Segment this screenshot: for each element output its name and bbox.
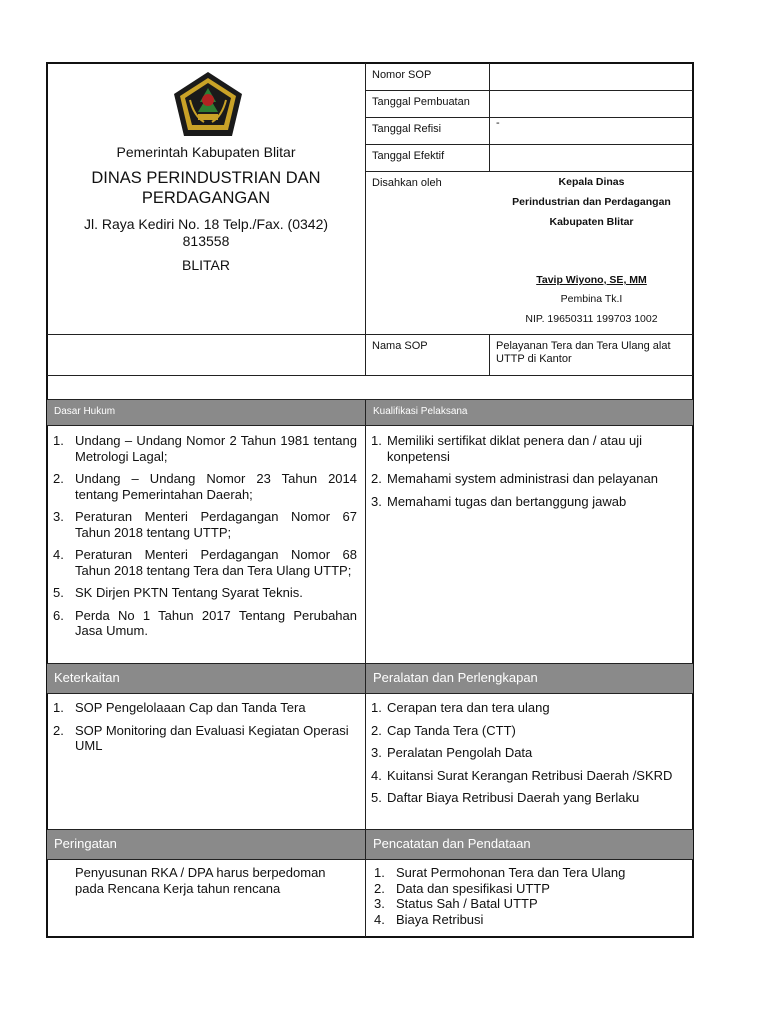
tanggal-efektif-label: Tanggal Efektif (372, 150, 445, 162)
department-title (48, 168, 364, 208)
list-item (53, 608, 357, 639)
list-text: Daftar Biaya Retribusi Daerah yang Berlaku (387, 790, 640, 805)
list-item (374, 896, 686, 912)
disahkan-oleh-label: Disahkan oleh (372, 177, 442, 189)
list-text: Status Sah / Batal UTTP (396, 896, 538, 911)
list-text: Peraturan Menteri Perdagangan Nomor 68 Tahun 2018 tentang Tera dan Tera Ulang UTTP; (75, 547, 357, 578)
list-number: 1. (371, 700, 382, 715)
divider (365, 144, 693, 145)
peralatan-header: Peralatan dan Perlengkapan (366, 664, 693, 693)
list-number: 4. (371, 767, 382, 783)
list-number: 1. (53, 700, 64, 715)
pencatatan-list (374, 865, 686, 927)
list-item (53, 585, 357, 601)
list-text: SOP Pengelolaaan Cap dan Tanda Tera (75, 700, 306, 715)
peralatan-list (371, 700, 687, 813)
org-name: Pemerintah Kabupaten Blitar (116, 144, 296, 160)
list-number: 2. (374, 880, 385, 896)
list-number: 2. (53, 722, 64, 738)
list-text: Perda No 1 Tahun 2017 Tentang Perubahan Jasa Umum. (75, 607, 357, 638)
list-item (371, 723, 687, 739)
divider (365, 117, 693, 118)
list-number: 2. (371, 471, 382, 486)
list-item (371, 768, 687, 784)
pencatatan-header: Pencatatan dan Pendataan (366, 830, 693, 859)
kualifikasi-header: Kualifikasi Pelaksana (366, 400, 693, 425)
list-number: 3. (374, 896, 385, 911)
peringatan-header: Peringatan (47, 830, 365, 859)
list-item (53, 547, 357, 578)
city: BLITAR (182, 257, 230, 273)
kualifikasi-list (371, 433, 687, 516)
list-text: Data dan spesifikasi UTTP (396, 880, 550, 896)
divider (47, 859, 693, 860)
divider (365, 63, 366, 375)
list-item (374, 912, 686, 928)
list-text: Memiliki sertifikat diklat penera dan / atau uji konpetensi (387, 433, 643, 464)
nomor-sop-label: Nomor SOP (372, 69, 432, 81)
divider (47, 425, 693, 426)
department-title-line2: PERDAGANGAN (141, 189, 271, 207)
list-item (371, 433, 687, 464)
keterkaitan-header: Keterkaitan (47, 664, 365, 693)
list-number: 3. (371, 745, 382, 760)
list-number: 3. (371, 493, 382, 509)
address (48, 216, 364, 250)
address-line2: 813558 (182, 233, 230, 249)
list-number: 1. (374, 865, 385, 880)
list-item (53, 700, 357, 716)
list-text: Peraturan Menteri Perdagangan Nomor 67 Tahun 2018 tentang UTTP; (75, 509, 357, 540)
list-text: SK Dirjen PKTN Tentang Syarat Teknis. (75, 585, 303, 600)
list-number: 2. (53, 471, 64, 486)
list-item (53, 509, 357, 540)
list-item (53, 723, 357, 754)
signer-rank: Pembina Tk.I (560, 293, 623, 305)
list-text: Memahami tugas dan bertanggung jawab (387, 493, 627, 509)
list-number: 4. (53, 547, 64, 562)
list-item (371, 745, 687, 761)
list-text: Biaya Retribusi (396, 911, 484, 927)
list-text: Cap Tanda Tera (CTT) (387, 722, 516, 738)
list-number: 4. (374, 911, 385, 927)
list-item (53, 471, 357, 502)
signature-title: Kepala Dinas (558, 176, 625, 188)
list-number: 1. (371, 433, 382, 448)
department-title-line1: DINAS PERINDUSTRIAN DAN (91, 169, 321, 187)
list-number: 6. (53, 607, 64, 623)
signature-region: Kabupaten Blitar (549, 216, 634, 228)
list-text: Peralatan Pengolah Data (387, 745, 533, 760)
divider (47, 375, 693, 376)
list-text: Memahami system administrasi dan pelayanan (387, 471, 658, 486)
keterkaitan-list (53, 700, 357, 761)
list-text: Cerapan tera dan tera ulang (387, 700, 550, 715)
tanggal-refisi-value: - (496, 117, 500, 129)
list-item (371, 471, 687, 487)
tanggal-pembuatan-label: Tanggal Pembuatan (372, 96, 470, 108)
list-number: 1. (53, 433, 64, 448)
list-item (374, 865, 686, 881)
address-line1: Jl. Raya Kediri No. 18 Telp./Fax. (0342) (83, 216, 329, 232)
list-text: SOP Monitoring dan Evaluasi Kegiatan Operasi UML (75, 722, 349, 753)
dasar-hukum-list (53, 433, 357, 646)
list-item (371, 700, 687, 716)
peringatan-text: Penyusunan RKA / DPA harus berpedoman pada Rencana Kerja tahun rencana (75, 865, 326, 896)
nama-sop-label: Nama SOP (372, 340, 428, 352)
divider (47, 693, 693, 694)
nama-sop-value: Pelayanan Tera dan Tera Ulang alat UTTP di Kantor (496, 340, 671, 365)
list-item (374, 881, 686, 897)
list-text: Undang – Undang Nomor 2 Tahun 1981 tentang Metrologi Lagal; (75, 433, 357, 464)
list-text: Kuitansi Surat Kerangan Retribusi Daerah /SKRD (387, 767, 673, 783)
list-number: 2. (371, 722, 382, 738)
list-text: Undang – Undang Nomor 23 Tahun 2014 tentang Pemerintahan Daerah; (75, 471, 357, 502)
list-number: 5. (53, 585, 64, 600)
divider (47, 334, 693, 335)
signature-office: Perindustrian dan Perdagangan (512, 196, 671, 208)
signature-block (490, 176, 693, 325)
regency-logo (172, 70, 244, 138)
divider (489, 334, 490, 375)
divider (365, 171, 693, 172)
tanggal-refisi-label: Tanggal Refisi (372, 123, 442, 135)
list-item (371, 790, 687, 806)
dasar-hukum-header: Dasar Hukum (47, 400, 365, 425)
list-number: 3. (53, 509, 64, 524)
divider (365, 90, 693, 91)
signer-nip: NIP. 19650311 199703 1002 (525, 313, 658, 325)
signer-name: Tavip Wiyono, SE, MM (536, 274, 647, 286)
list-item (53, 433, 357, 464)
list-text: Surat Permohonan Tera dan Tera Ulang (396, 865, 626, 880)
list-number: 5. (371, 790, 382, 805)
list-item (371, 494, 687, 510)
